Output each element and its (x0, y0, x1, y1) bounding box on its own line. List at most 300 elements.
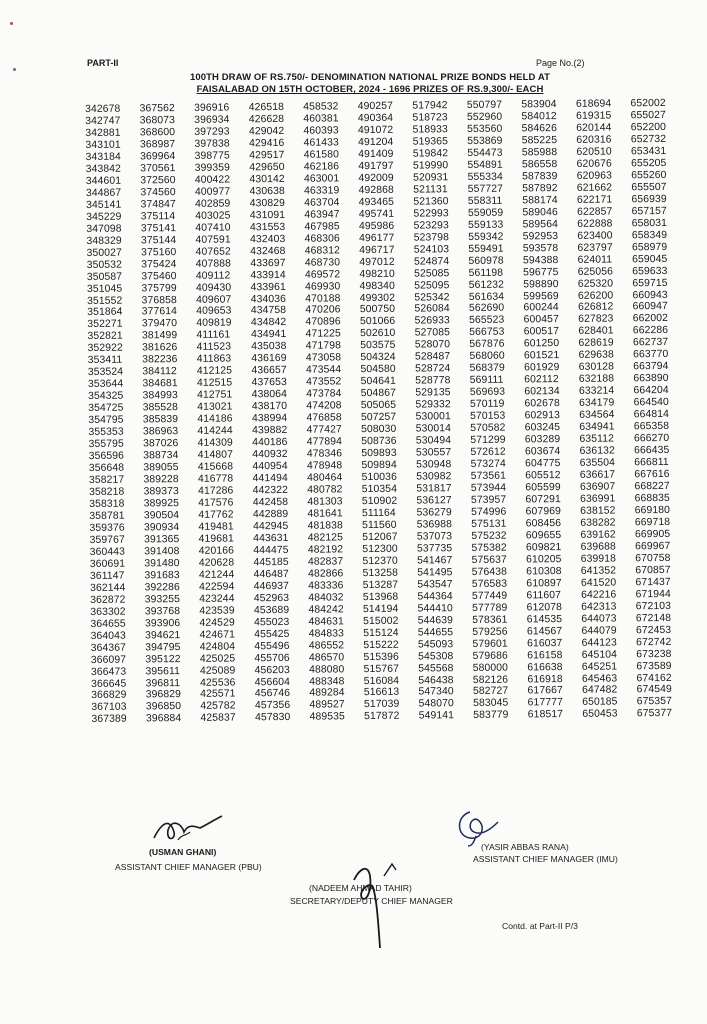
bond-number: 559491 (468, 243, 504, 255)
bond-number: 417286 (198, 485, 234, 497)
bond-number: 592953 (522, 230, 559, 243)
bond-number: 342747 (85, 115, 121, 127)
bond-number: 573957 (470, 494, 507, 506)
bond-number: 607291 (525, 494, 561, 506)
bond-number: 423539 (199, 605, 235, 617)
bond-number: 473552 (306, 376, 342, 388)
bond-number: 616037 (526, 637, 563, 649)
bond-number: 453689 (253, 604, 290, 616)
bond-number: 605512 (525, 470, 561, 482)
bond-number: 353644 (87, 378, 124, 391)
bond-number: 512370 (362, 555, 398, 567)
bond-number: 398775 (194, 150, 230, 162)
bond-number: 411523 (196, 341, 232, 354)
bond-number: 384112 (142, 366, 177, 378)
bond-number: 522993 (413, 207, 449, 220)
bond-number: 665358 (633, 421, 670, 433)
bond-number: 502610 (360, 328, 396, 340)
bond-number: 355795 (88, 438, 124, 451)
bond-number: 393768 (144, 605, 181, 618)
bond-number: 614567 (526, 625, 563, 638)
bond-number: 602112 (524, 374, 559, 386)
bond-number: 553560 (467, 123, 503, 135)
bond-number: 582126 (472, 674, 509, 686)
bond-number: 516613 (363, 687, 400, 699)
bond-number: 671437 (635, 576, 671, 589)
bond-number: 608456 (525, 517, 562, 530)
bond-number: 632188 (578, 373, 615, 386)
bond-number: 424804 (199, 641, 236, 653)
bond-number: 429517 (249, 149, 285, 162)
bond-number: 614535 (526, 613, 563, 626)
bond-number: 600457 (523, 314, 559, 326)
bond-number: 507257 (360, 411, 397, 424)
bond-number: 424671 (199, 629, 235, 641)
bond-number: 368987 (139, 138, 176, 151)
bond-number: 587892 (522, 182, 558, 195)
number-column (140, 103, 202, 823)
bond-number: 668835 (634, 492, 670, 505)
bond-number: 397838 (194, 138, 230, 150)
bond-number: 432468 (250, 245, 286, 257)
signatory-left (115, 846, 262, 873)
bond-number: 669718 (634, 516, 671, 529)
bond-number: 609655 (525, 529, 562, 542)
bond-number: 366645 (91, 678, 127, 690)
bond-number: 375144 (140, 234, 177, 247)
bond-number: 622171 (576, 194, 613, 206)
bond-number: 501066 (359, 316, 396, 328)
bond-number: 396884 (145, 713, 182, 725)
bond-number: 662002 (632, 313, 669, 325)
bond-number: 584626 (521, 122, 557, 135)
bond-number: 663794 (633, 361, 669, 373)
bond-number: 433961 (250, 281, 286, 293)
bond-number: 350532 (86, 259, 123, 271)
signatory-center-title: SECRETARY/DEPUTY CHIEF MANAGER (290, 896, 453, 906)
bond-number: 620316 (576, 134, 612, 146)
bond-number: 364655 (90, 618, 126, 630)
bond-number: 434941 (250, 329, 287, 341)
bond-number: 536279 (416, 507, 452, 519)
bond-number: 530494 (415, 435, 452, 447)
bond-number: 517942 (412, 100, 448, 112)
bond-number: 660943 (632, 289, 668, 301)
bond-number: 488080 (309, 663, 345, 676)
bond-number: 519842 (412, 148, 449, 160)
bond-number: 354325 (88, 390, 124, 403)
title-line-1: 100TH DRAW OF RS.750/- DENOMINATION NATIONAL PRIZE BONDS HELD AT (189, 72, 551, 83)
bond-number: 481838 (307, 520, 343, 532)
bond-number: 515124 (363, 627, 399, 639)
bond-number: 412751 (197, 389, 233, 402)
bond-number: 671944 (635, 588, 671, 600)
bond-number: 415668 (197, 461, 234, 473)
bond-number: 655205 (631, 157, 667, 170)
bond-number: 601521 (523, 350, 560, 362)
title-line-2: FAISALABAD ON 15TH OCTOBER, 2024 - 1696 PRIZES OF RS.9,300/- EACH (196, 84, 544, 95)
bond-number: 508736 (361, 435, 397, 448)
bond-number: 438064 (251, 389, 288, 401)
bond-number: 570119 (469, 398, 505, 411)
bond-number: 545308 (418, 650, 454, 663)
bond-number: 489535 (309, 711, 345, 724)
bond-number: 392286 (144, 581, 180, 594)
bond-number: 391365 (144, 533, 180, 546)
bond-number: 387026 (143, 438, 179, 450)
bond-number: 358217 (88, 474, 125, 487)
bond-number: 585988 (521, 146, 558, 159)
bond-number: 426518 (248, 101, 285, 114)
bond-number: 345141 (86, 199, 122, 211)
bond-number: 492868 (358, 184, 394, 196)
bond-number: 348329 (86, 235, 122, 247)
part-label: PART-II (87, 58, 119, 68)
bond-number: 353524 (87, 366, 124, 379)
bond-number: 396811 (145, 677, 181, 689)
page-number: Page No.(2) (536, 58, 585, 68)
bond-number: 393255 (144, 593, 181, 606)
bond-number: 588174 (522, 194, 558, 207)
bond-number: 342881 (85, 127, 121, 139)
bond-number: 669905 (634, 528, 671, 541)
bond-number: 672742 (636, 636, 672, 648)
bond-number: 491204 (358, 136, 394, 149)
bond-number: 381626 (142, 342, 178, 354)
bond-number: 471225 (305, 328, 341, 341)
bond-number: 616638 (527, 661, 563, 673)
bond-number: 600517 (523, 326, 560, 338)
bond-number: 469930 (305, 280, 341, 293)
bond-number: 577789 (472, 602, 508, 614)
bond-number: 589046 (522, 206, 558, 219)
bond-number: 552960 (466, 111, 503, 123)
bond-number: 612078 (526, 601, 562, 614)
bond-number: 414186 (197, 413, 233, 426)
bond-number: 530948 (416, 459, 452, 471)
bond-number: 473784 (306, 388, 342, 400)
bond-number: 636991 (580, 493, 616, 505)
number-column (630, 98, 692, 818)
bond-number: 470896 (305, 316, 341, 329)
bond-number: 455496 (254, 640, 290, 652)
bond-number: 482837 (307, 556, 344, 568)
bond-number: 674549 (636, 684, 672, 696)
bond-number: 523798 (413, 231, 450, 244)
bond-number: 582727 (472, 686, 509, 698)
bond-number: 388734 (143, 450, 179, 462)
bond-number: 422594 (199, 581, 235, 593)
bond-number: 440932 (252, 448, 288, 461)
number-column (303, 101, 365, 821)
bond-number: 545568 (418, 662, 454, 675)
bond-number: 476858 (306, 412, 342, 424)
bond-number: 375141 (140, 222, 177, 235)
bond-number: 658031 (631, 217, 668, 229)
bond-number: 575382 (471, 542, 507, 554)
bond-number: 343842 (85, 163, 122, 175)
bond-number: 618694 (575, 98, 612, 110)
bond-number: 546438 (418, 674, 454, 687)
bond-number: 515222 (363, 639, 399, 651)
bond-number: 492009 (358, 172, 394, 184)
bond-number: 385839 (142, 414, 179, 426)
bond-number: 652200 (630, 121, 667, 134)
bond-number: 482125 (307, 532, 344, 544)
bond-number: 480464 (307, 472, 343, 484)
bond-number: 397293 (194, 126, 230, 138)
bond-number: 425782 (200, 700, 236, 713)
bond-number: 583904 (521, 99, 557, 111)
bond-number: 436169 (251, 353, 287, 365)
bond-number: 435038 (251, 341, 287, 353)
bond-number: 594388 (522, 254, 559, 267)
bond-number: 350027 (86, 247, 122, 259)
bond-number: 633214 (578, 385, 615, 398)
bond-number: 620963 (576, 170, 613, 182)
bond-number: 645251 (581, 660, 618, 673)
bond-number: 444475 (253, 544, 289, 557)
bond-number: 417576 (198, 497, 234, 509)
bond-number: 500750 (359, 304, 396, 316)
bond-number: 409607 (196, 293, 232, 306)
bond-number: 429650 (249, 161, 285, 174)
bond-number: 664540 (633, 397, 669, 409)
bond-number: 567876 (469, 338, 505, 351)
bond-number: 635112 (579, 433, 615, 445)
bond-number: 395611 (145, 665, 181, 677)
bond-number: 480782 (307, 484, 343, 496)
bond-number: 438170 (251, 401, 288, 413)
bond-number: 616918 (527, 673, 563, 685)
bond-number: 515396 (363, 651, 399, 663)
bond-number: 362872 (90, 594, 126, 606)
bond-number: 504641 (360, 376, 396, 388)
stray-mark-top (10, 22, 13, 25)
bond-number: 423244 (199, 593, 235, 605)
bond-number: 667616 (634, 468, 670, 481)
bond-number: 659633 (632, 265, 668, 277)
bond-number: 585225 (521, 134, 558, 147)
bond-number: 525085 (414, 267, 450, 280)
bond-number: 443631 (253, 532, 289, 545)
bond-number: 366473 (90, 666, 127, 678)
bond-number: 573274 (470, 458, 506, 471)
bond-number: 419681 (198, 533, 234, 545)
bond-number: 537735 (416, 543, 453, 555)
bond-number: 628401 (578, 325, 614, 338)
bond-number: 642216 (581, 589, 617, 601)
bond-number: 442458 (252, 496, 289, 509)
bond-number: 446487 (253, 568, 289, 581)
bond-number: 570582 (470, 422, 506, 435)
bond-number: 607969 (525, 505, 561, 518)
bond-number: 368073 (139, 115, 176, 127)
bond-number: 672103 (635, 600, 672, 612)
bond-number: 345229 (86, 211, 122, 223)
bond-number: 439882 (252, 425, 288, 437)
bond-number: 483336 (308, 580, 344, 592)
bond-number: 413021 (197, 401, 233, 414)
bond-number: 586558 (521, 158, 558, 171)
continued-note: Contd. at Part-II P/3 (502, 921, 578, 931)
bond-number: 518723 (412, 112, 448, 124)
bond-number: 421244 (198, 569, 235, 581)
bond-number: 375424 (141, 258, 177, 271)
bond-number: 583779 (473, 710, 509, 722)
bond-number: 484032 (308, 592, 344, 604)
bond-number: 573944 (470, 482, 507, 494)
bond-number: 659715 (632, 277, 668, 289)
bond-number: 382236 (142, 354, 178, 366)
bond-number: 528070 (414, 339, 451, 351)
bond-number: 504867 (360, 388, 397, 400)
bond-number: 390504 (143, 509, 180, 522)
bond-number: 491797 (358, 160, 394, 172)
bond-number: 461580 (303, 149, 340, 161)
bond-number: 347098 (86, 223, 122, 235)
bond-number: 350587 (86, 271, 123, 283)
bond-number: 425837 (200, 712, 236, 725)
bond-number: 571299 (470, 434, 506, 447)
bond-number: 372560 (140, 174, 176, 187)
bond-number: 630128 (578, 361, 615, 374)
bond-number: 490257 (357, 100, 394, 113)
bond-number: 620676 (576, 158, 612, 170)
signatory-center (290, 882, 453, 907)
bond-number: 628619 (578, 337, 614, 350)
bond-number: 602134 (524, 386, 560, 398)
bond-number: 391408 (144, 545, 180, 558)
bond-number: 352271 (87, 319, 123, 331)
bond-number: 511560 (362, 519, 397, 532)
bond-number: 481641 (307, 508, 343, 520)
bond-number: 634564 (579, 409, 615, 422)
bond-number: 484631 (308, 615, 344, 628)
bond-number: 550797 (466, 99, 503, 112)
bond-number: 561198 (468, 267, 504, 279)
number-column (412, 100, 474, 820)
number-column (249, 102, 311, 822)
bond-number: 478346 (306, 448, 343, 460)
bond-number: 519365 (412, 136, 449, 148)
bond-number: 431553 (249, 221, 286, 233)
bond-number: 589564 (522, 218, 558, 231)
bond-number: 364367 (90, 642, 127, 654)
bond-number: 526084 (414, 303, 450, 316)
bond-number: 471798 (305, 340, 342, 353)
bond-number: 375799 (141, 282, 177, 294)
bond-number: 670857 (635, 564, 671, 577)
bond-number: 605599 (525, 482, 561, 494)
bond-number: 596775 (523, 266, 559, 278)
bond-number: 355353 (88, 426, 124, 439)
bond-number: 470206 (305, 304, 341, 317)
bond-number: 554473 (467, 147, 503, 159)
bond-number: 437653 (251, 377, 287, 389)
bond-number: 436657 (251, 365, 287, 377)
bond-number: 509893 (361, 447, 397, 460)
bond-number: 354795 (88, 414, 124, 427)
bond-number: 394621 (145, 629, 181, 642)
bond-number: 604775 (525, 458, 561, 470)
bond-number: 409819 (196, 317, 232, 330)
bond-number: 650453 (582, 708, 618, 721)
bond-number: 544364 (417, 590, 453, 603)
bond-number: 622857 (577, 206, 613, 218)
bond-number: 446937 (253, 580, 290, 593)
bond-number: 617777 (527, 697, 563, 709)
bond-number: 545093 (417, 638, 454, 651)
number-column (358, 101, 420, 821)
bond-number: 489284 (309, 687, 345, 700)
bond-number: 529135 (415, 387, 451, 399)
number-column (467, 99, 529, 819)
number-column (521, 99, 583, 819)
bond-number: 617667 (527, 685, 563, 697)
bond-number: 433697 (250, 257, 286, 269)
bond-number: 481303 (307, 496, 343, 508)
bond-number: 486552 (308, 639, 345, 652)
bond-number: 609821 (525, 541, 562, 554)
bond-number: 610205 (526, 553, 562, 566)
bond-number: 491409 (358, 148, 394, 161)
bond-number: 399359 (194, 162, 231, 174)
bond-number: 541495 (417, 566, 453, 579)
bond-number: 356596 (88, 450, 125, 463)
bond-number: 644079 (581, 625, 617, 637)
bond-number: 568060 (469, 350, 505, 363)
signatory-right-title: ASSISTANT CHIEF MANAGER (IMU) (473, 854, 618, 864)
bond-number: 445185 (253, 556, 289, 569)
bond-number: 488348 (309, 675, 345, 688)
bond-number: 473058 (305, 352, 342, 365)
bond-number: 425571 (200, 688, 236, 701)
bond-number: 433914 (250, 269, 286, 281)
bond-number: 669967 (635, 540, 671, 553)
bond-number: 374847 (140, 198, 176, 211)
bond-number: 525342 (414, 291, 450, 304)
bond-number: 599569 (523, 290, 559, 302)
bond-number: 482866 (308, 568, 344, 580)
bond-number: 650185 (582, 696, 618, 709)
bond-number: 629638 (578, 349, 614, 362)
bond-number: 673589 (636, 660, 672, 672)
bond-number: 639918 (580, 553, 617, 565)
bond-number: 530557 (415, 447, 452, 459)
bond-number: 663890 (633, 373, 669, 385)
bond-number: 621662 (576, 182, 613, 194)
bond-number: 430829 (249, 197, 286, 210)
bond-number: 672453 (635, 624, 672, 636)
bond-number: 527085 (414, 327, 451, 339)
bond-number: 409112 (195, 270, 231, 282)
bond-number: 616158 (527, 649, 563, 661)
bond-number: 403025 (195, 210, 231, 222)
bond-number: 456604 (254, 676, 291, 688)
bond-number: 521131 (413, 183, 448, 196)
signature-nadeem-ahmad-tahir (340, 858, 410, 958)
bond-number: 440954 (252, 460, 288, 473)
bond-number: 510354 (361, 483, 398, 496)
bond-number: 391683 (144, 569, 180, 582)
bond-number: 666811 (634, 456, 669, 469)
document-title (150, 72, 590, 96)
bond-number: 565523 (469, 315, 505, 327)
bond-number: 456203 (254, 664, 290, 676)
bond-number: 655027 (630, 109, 666, 122)
bond-number: 409653 (196, 305, 232, 318)
